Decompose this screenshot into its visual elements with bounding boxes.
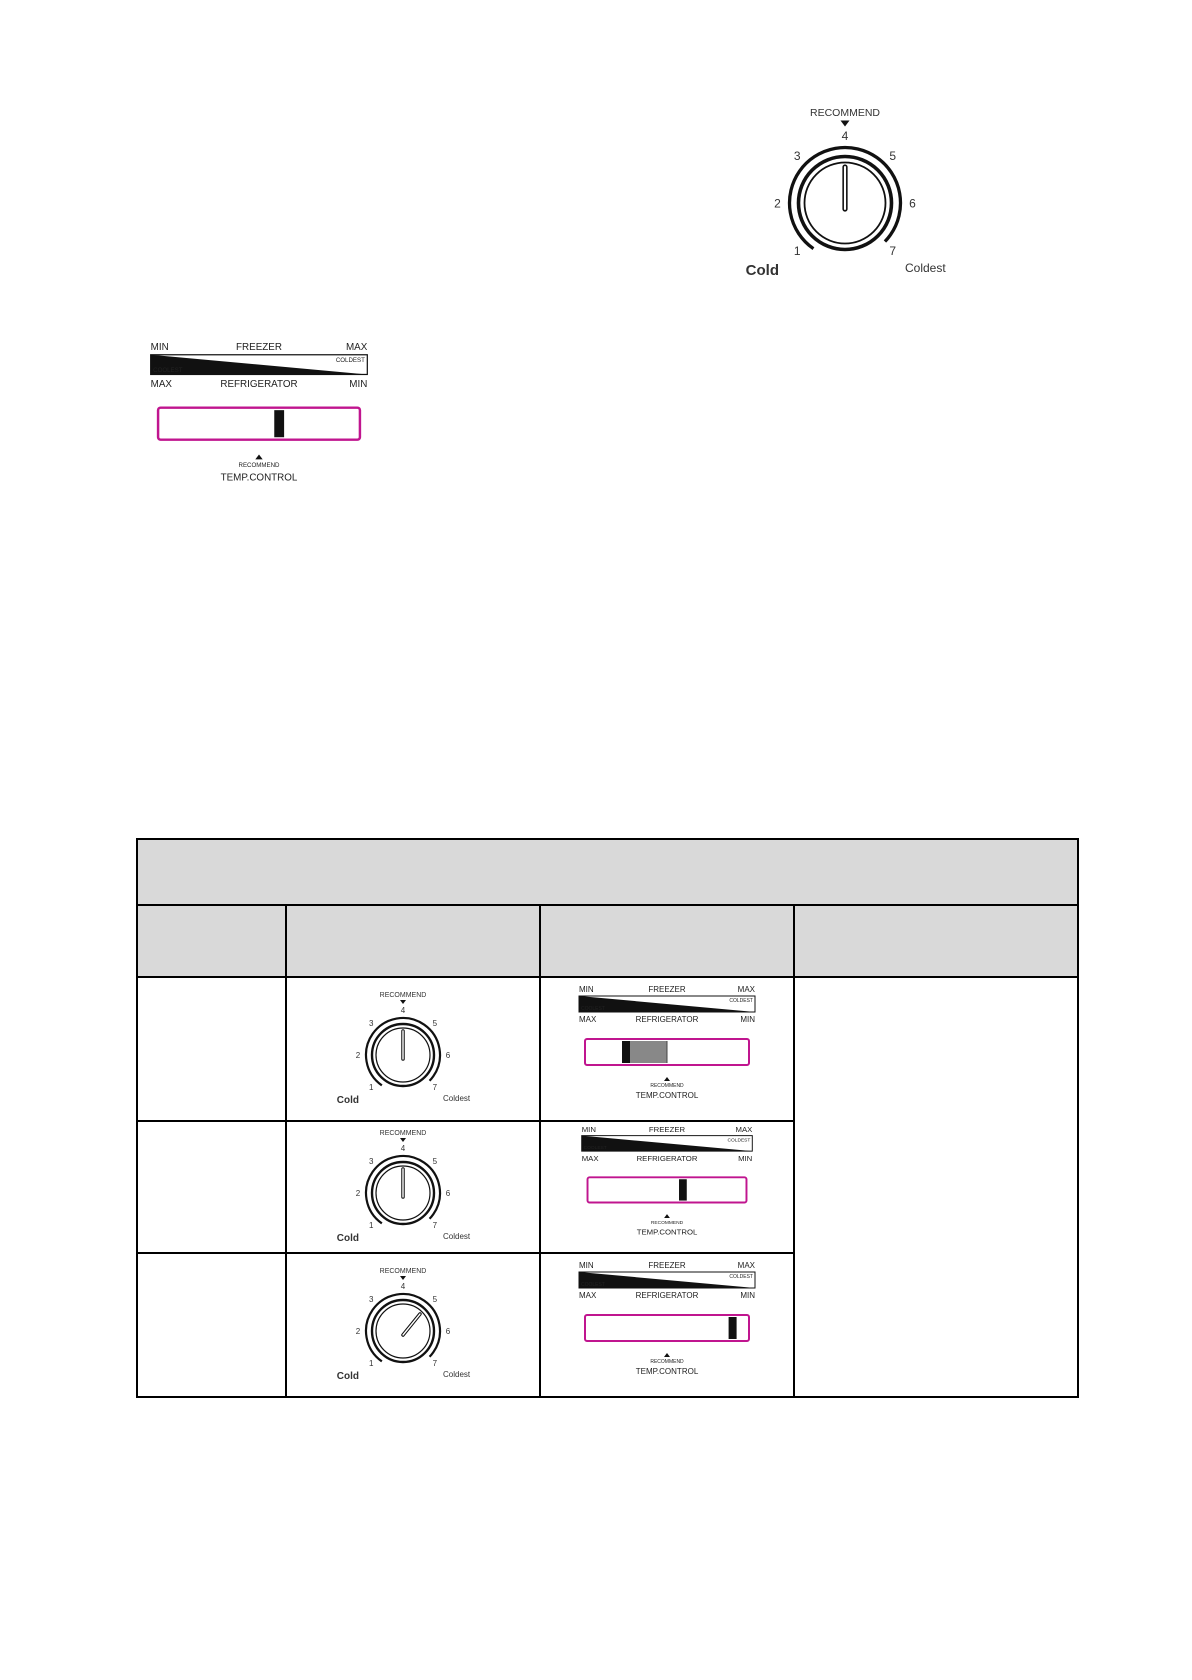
dial-mark-3: 3 bbox=[793, 148, 801, 163]
cold-label: Cold bbox=[336, 1233, 359, 1244]
freezer-min-label: MIN bbox=[579, 985, 594, 994]
panel-cell bbox=[540, 1253, 794, 1397]
recommend-arrow-icon bbox=[841, 121, 850, 127]
dial-mark-7: 7 bbox=[432, 1358, 438, 1368]
freezer-min-label: MIN bbox=[579, 1261, 594, 1270]
cold-label: Cold bbox=[336, 1371, 359, 1382]
freezer-max-label: MAX bbox=[737, 985, 755, 994]
dial-mark-2: 2 bbox=[355, 1327, 361, 1336]
dial-figure bbox=[333, 1265, 493, 1385]
row-label bbox=[137, 1253, 286, 1397]
refrigerator-max-label: MAX bbox=[150, 378, 173, 390]
dial-mark-6: 6 bbox=[909, 196, 916, 211]
freezer-max-label: MAX bbox=[737, 1261, 755, 1270]
refrigerator-min-label: MIN bbox=[738, 1153, 753, 1163]
freezer-max-label: MAX bbox=[345, 341, 368, 353]
dial-cell bbox=[286, 977, 540, 1121]
freezer-label: FREEZER bbox=[648, 1124, 686, 1134]
dial-graphic bbox=[333, 989, 493, 1109]
freezer-label: FREEZER bbox=[236, 341, 282, 353]
dial-mark-2: 2 bbox=[355, 1189, 361, 1198]
dial-mark-3: 3 bbox=[368, 1157, 374, 1167]
freezer-min-label: MIN bbox=[581, 1124, 596, 1134]
recommend-label: RECOMMEND bbox=[650, 1359, 684, 1365]
cold-label: Cold bbox=[336, 1095, 359, 1106]
recommend-arrow-icon bbox=[400, 1000, 406, 1004]
panel-graphic bbox=[148, 340, 370, 500]
recommend-arrow-icon bbox=[664, 1214, 670, 1218]
slider-track bbox=[158, 408, 360, 440]
recommend-arrow-icon bbox=[664, 1077, 670, 1081]
recommend-label: RECOMMEND bbox=[379, 992, 427, 999]
temp-control-label: TEMP.CONTROL bbox=[635, 1091, 699, 1100]
slider-thumb bbox=[622, 1041, 630, 1063]
refrigerator-max-label: MAX bbox=[579, 1015, 597, 1024]
refrigerator-label: REFRIGERATOR bbox=[635, 1015, 699, 1024]
refrigerator-min-label: MIN bbox=[740, 1291, 755, 1300]
dial-mark-5: 5 bbox=[432, 1157, 438, 1167]
dial-figure-main bbox=[740, 104, 980, 284]
panel-graphic bbox=[577, 984, 757, 1114]
column-header-panel bbox=[540, 905, 794, 977]
dial-mark-6: 6 bbox=[445, 1051, 451, 1060]
panel-graphic bbox=[577, 1260, 757, 1390]
dial-mark-1: 1 bbox=[368, 1082, 374, 1092]
slider-track bbox=[585, 1315, 749, 1341]
panel-cell bbox=[540, 977, 794, 1121]
dial-mark-4: 4 bbox=[400, 1006, 406, 1015]
panel-graphic bbox=[577, 1124, 757, 1250]
recommend-label: RECOMMEND bbox=[650, 1220, 684, 1226]
refrigerator-max-label: MAX bbox=[581, 1153, 599, 1163]
recommend-label: RECOMMEND bbox=[238, 461, 280, 469]
dial-figure bbox=[333, 1127, 493, 1247]
dial-graphic bbox=[333, 1265, 493, 1385]
dial-figure bbox=[333, 989, 493, 1109]
temp-control-panel bbox=[577, 1260, 757, 1390]
refrigerator-min-label: MIN bbox=[349, 378, 368, 390]
dial-mark-6: 6 bbox=[445, 1327, 451, 1336]
recommend-arrow-icon bbox=[400, 1276, 406, 1280]
dial-mark-4: 4 bbox=[400, 1144, 406, 1153]
row-label bbox=[137, 977, 286, 1121]
slider-thumb bbox=[274, 410, 284, 437]
temp-control-panel bbox=[577, 984, 757, 1114]
dial-mark-7: 7 bbox=[889, 244, 897, 259]
slider-track bbox=[588, 1177, 747, 1202]
dial-mark-5: 5 bbox=[889, 148, 897, 163]
row-label bbox=[137, 1121, 286, 1253]
dial-mark-6: 6 bbox=[445, 1189, 451, 1198]
dial-mark-2: 2 bbox=[355, 1051, 361, 1060]
recommend-label: RECOMMEND bbox=[379, 1130, 427, 1137]
coldest-label: Coldest bbox=[905, 261, 946, 275]
slider-thumb bbox=[679, 1179, 687, 1200]
column-header-dial bbox=[286, 905, 540, 977]
coldest-label: Coldest bbox=[443, 1094, 471, 1103]
dial-mark-7: 7 bbox=[432, 1220, 438, 1230]
dial-mark-4: 4 bbox=[400, 1282, 406, 1291]
recommend-label: RECOMMEND bbox=[650, 1083, 684, 1089]
temp-control-panel bbox=[577, 1124, 757, 1250]
dial-graphic bbox=[333, 1127, 493, 1247]
dial-mark-3: 3 bbox=[368, 1019, 374, 1029]
cold-label: Cold bbox=[745, 262, 779, 279]
refrigerator-min-label: MIN bbox=[740, 1015, 755, 1024]
freezer-max-label: MAX bbox=[735, 1124, 753, 1134]
coldest-label: Coldest bbox=[443, 1370, 471, 1379]
slider-thumb bbox=[729, 1317, 737, 1339]
dial-mark-3: 3 bbox=[368, 1295, 374, 1305]
coldest-label: COLDEST bbox=[729, 998, 753, 1004]
temp-control-panel-main bbox=[148, 340, 370, 500]
dial-cell bbox=[286, 1253, 540, 1397]
table-title bbox=[137, 839, 1078, 905]
coldest-label: COLDEST bbox=[335, 357, 365, 365]
settings-table bbox=[136, 838, 1079, 1398]
recommend-label: RECOMMEND bbox=[810, 107, 880, 119]
dial-mark-7: 7 bbox=[432, 1082, 438, 1092]
table-row bbox=[137, 977, 1078, 1121]
coolest-label: COOLEST bbox=[581, 1006, 605, 1012]
freezer-min-label: MIN bbox=[150, 341, 169, 353]
recommend-label: RECOMMEND bbox=[379, 1268, 427, 1275]
recommend-arrow-icon bbox=[400, 1138, 406, 1142]
dial-cell bbox=[286, 1121, 540, 1253]
temp-control-label: TEMP.CONTROL bbox=[635, 1367, 699, 1376]
coolest-label: COOLEST bbox=[153, 367, 183, 374]
column-header-setting bbox=[137, 905, 286, 977]
dial-mark-5: 5 bbox=[432, 1019, 438, 1029]
panel-cell bbox=[540, 1121, 794, 1253]
column-header-notes bbox=[794, 905, 1078, 977]
coldest-label: COLDEST bbox=[727, 1138, 751, 1144]
temp-control-label: TEMP.CONTROL bbox=[220, 472, 298, 484]
coolest-label: COOLEST bbox=[581, 1282, 605, 1288]
coolest-label: COOLEST bbox=[583, 1146, 607, 1152]
refrigerator-label: REFRIGERATOR bbox=[636, 1153, 698, 1163]
dial-mark-5: 5 bbox=[432, 1295, 438, 1305]
refrigerator-max-label: MAX bbox=[579, 1291, 597, 1300]
refrigerator-label: REFRIGERATOR bbox=[220, 378, 298, 390]
dial-graphic bbox=[740, 104, 980, 284]
dial-mark-2: 2 bbox=[774, 196, 781, 211]
dial-mark-1: 1 bbox=[368, 1358, 374, 1368]
freezer-label: FREEZER bbox=[648, 1261, 686, 1270]
notes-cell bbox=[794, 977, 1078, 1397]
dial-knob bbox=[376, 1304, 430, 1358]
refrigerator-label: REFRIGERATOR bbox=[635, 1291, 699, 1300]
dial-mark-1: 1 bbox=[368, 1220, 374, 1230]
coldest-label: COLDEST bbox=[729, 1274, 753, 1280]
dial-mark-4: 4 bbox=[841, 129, 849, 143]
coldest-label: Coldest bbox=[443, 1232, 471, 1241]
recommend-arrow-icon bbox=[664, 1353, 670, 1357]
dial-mark-1: 1 bbox=[793, 244, 801, 259]
temp-control-label: TEMP.CONTROL bbox=[636, 1227, 698, 1237]
recommend-arrow-icon bbox=[255, 454, 262, 459]
freezer-label: FREEZER bbox=[648, 985, 686, 994]
slider-range bbox=[626, 1041, 667, 1063]
